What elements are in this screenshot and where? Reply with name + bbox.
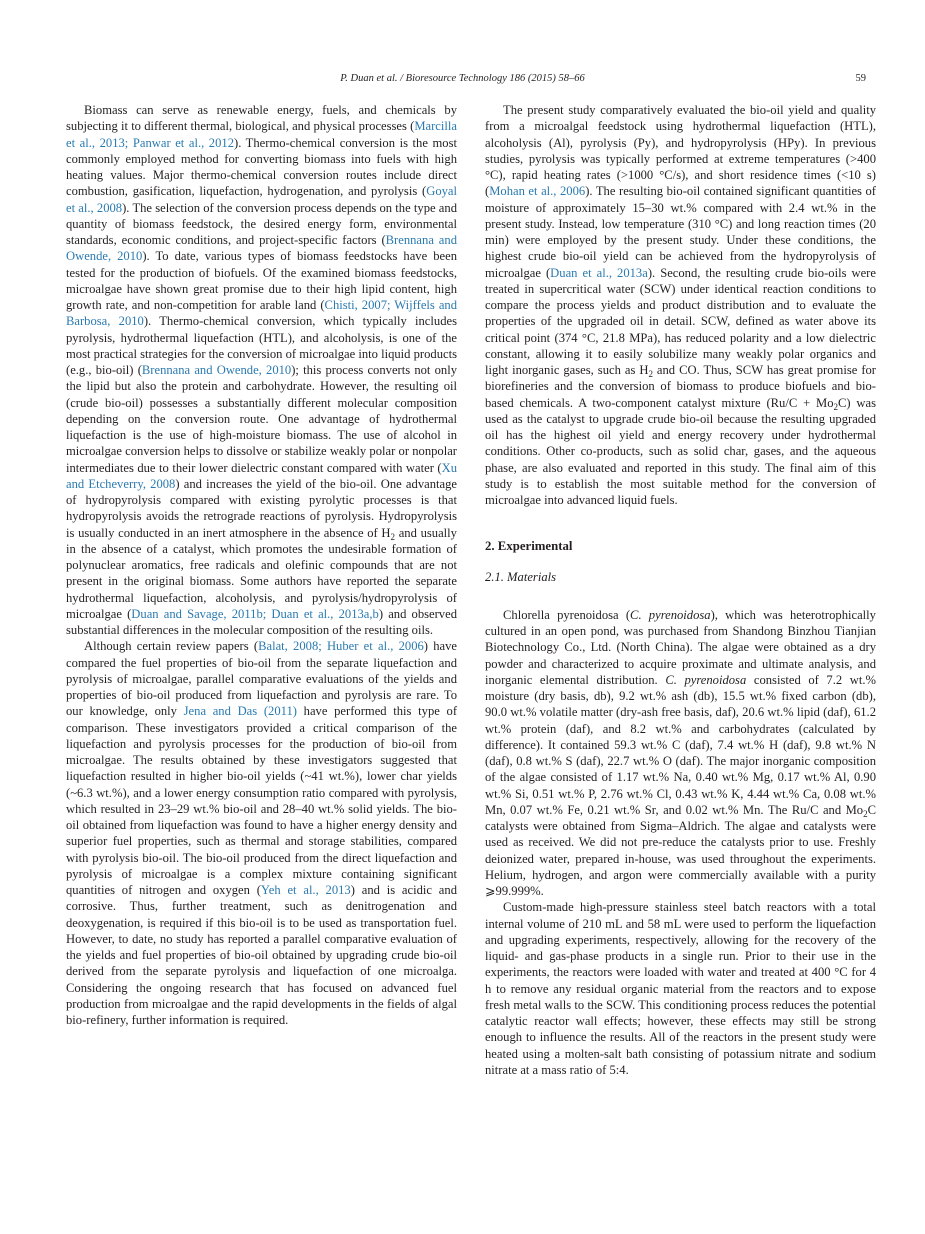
citation-link[interactable]: Brennana and Owende, 2010 — [141, 363, 292, 377]
species-name: C. pyrenoidosa — [630, 607, 711, 622]
citation-link[interactable]: Goyal et al., 2008 — [66, 184, 457, 215]
citation-link[interactable]: Chisti, 2007; Wijffels and Barbosa, 2010 — [66, 298, 457, 329]
page-number: 59 — [855, 73, 866, 84]
citation-link[interactable]: Duan and Savage, 2011b; Duan et al., 2013a,b — [131, 606, 379, 621]
right-column — [485, 102, 876, 1078]
citation-link[interactable]: Jena and Das (2011) — [183, 704, 297, 719]
subscript: 2 — [863, 808, 868, 819]
citation-link[interactable]: Mohan et al., 2006 — [489, 184, 586, 199]
citation-link[interactable]: Balat, 2008; Huber et al., 2006 — [258, 639, 424, 654]
citation-link[interactable]: Yeh et al., 2013 — [260, 883, 351, 897]
section-heading: 2. Experimental — [485, 539, 573, 554]
intro-paragraph-3: The present study comparatively evaluated the bio-oil yield and quality from a microalgal feedstock using hydrothermal liquefaction (HTL), alcoholysis (Al), pyrolysis (Py), and hydropyrolysis (HPy). In previous studies, pyrolysis was typically performed at extreme temperatures (>400 °C), rapid heating rates (>1000 °C/s), and short residence times (<10 s) (Mohan et al., 2006). The resulting bio-oil contained significant quantities of moisture of approximately 15–30 wt.% compared with 2.4 wt.% in the present study. Instead, low temperature (310 °C) and long reaction times (20 min) were employed by the present study. Under these conditions, the highest crude bio-oil yield can be achieved from the hydropyrolysis of microalgae (Duan et al., 2013a). Second, the resulting crude bio-oils were treated in supercritical water (SCW) under identical reaction conditions to compare the process yields and product distribution and to evaluate the properties of the upgraded oil in detail. SCW, defined as water above its critical point (374 °C, 21.8 MPa), has reduced polarity and a low dielectric constant, allowing it to easily solubilize many weakly polar organics and light inorganic gases, such as $H_2$ and CO. Thus, SCW has great promise for biorefineries and the conversion of biomass to produce biofuels and bio-based chemicals. A two-component catalyst mixture $(Ru/C + Mo_2C)$ was used as the catalyst to upgrade crude bio-oil because the resulting upgraded oil has the highest oil yield and energy recovery under hydrothermal conditions. Other co-products, such as solid char, gases, and the aqueous phase, are also evaluated and reported in this study. The final aim of this study is to establish the most suitable method for the conversion of microalgae into advanced liquid fuels. — [485, 103, 877, 507]
species-name: C. pyrenoidosa — [665, 672, 747, 687]
materials-paragraph-2: Custom-made high-pressure stainless steel batch reactors with a total internal volume of 210 mL and 58 mL were used to perform the liquefaction and upgrading experiments, respectively, allowing for the recovery of the liquid- and gas-phase products in a single run. Prior to their use in the experiments, the reactors were loaded with water and treated at 400 °C for 4 h to remove any residual organic material from the reactors and to expose fresh metal walls to the SCW. This conditioning process reduces the potential catalytic reactor wall effects; however, these effects may still be strong enough to influence the results. All of the reactors in the present study were heated using a molten-salt bath consisting of potassium nitrate and sodium nitrate at a mass ratio of 5:4. — [485, 900, 876, 1077]
citation-link[interactable]: Xu and Etcheverry, 2008 — [66, 460, 457, 491]
subscript: 2 — [390, 531, 396, 542]
materials-paragraph-1: Chlorella pyrenoidosa (C. pyrenoidosa), which was heterotrophically cultured in an open pond, was purchased from Shandong Binzhou Tianjian Biotechnology Co., Ltd. (North China). The algae were obtained as a dry powder and characterized to acquire proximate and ultimate analysis, and inorganic elemental distribution. C. pyrenoidosa consisted of 7.2 wt.% moisture (dry basis, db), 9.2 wt.% ash (db), 15.5 wt.% fixed carbon (db), 90.0 wt.% volatile matter (dry-ash free basis, daf), 20.6 wt.% lipid (daf), 61.2 wt.% protein (daf), and 8.2 wt.% and carbohydrates (calculated by difference). It contained 59.3 wt.% C (daf), 7.4 wt.% H (daf), 9.8 wt.% N (daf), 0.8 wt.% S (daf), 22.7 wt.% O (daf). The major inorganic composition of the algae consisted of 1.17 wt.% Na, 0.40 wt.% Mg, 0.17 wt.% Al, 0.90 wt.% Si, 0.51 wt.% P, 2.76 wt.% Cl, 0.43 wt.% K, 4.44 wt.% Ca, 0.08 wt.% Mn, 0.07 wt.% Fe, 0.21 wt.% Sr, and 0.02 wt.% Mn. The Ru/C and $Mo_2C$ catalysts were obtained from Sigma–Aldrich. The algae and catalysts were used as received. We did not pre-reduce the catalysts prior to use. Freshly deionized water, prepared in-house, was used throughout the experiments. Helium, hydrogen, and argon were commercially available with a purity ⩾99.999%. — [485, 607, 876, 898]
citation-link[interactable]: Duan et al., 2013a — [550, 265, 648, 280]
citation-link[interactable]: Marcilla et al., 2013; Panwar et al., 2012 — [66, 119, 457, 150]
running-title: P. Duan et al. / Bioresource Technology 186 (2015) 58–66 — [340, 73, 585, 84]
running-header — [0, 73, 925, 84]
intro-paragraph-1: Biomass can serve as renewable energy, fuels, and chemicals by subjecting it to different thermal, biological, and physical processes (Marcilla et al., 2013; Panwar et al., 2012). Thermo-chemical conversion is the most commonly employed method for converting biomass into fuels with high heating values. Major thermo-chemical conversion routes include direct combustion, gasification, liquefaction, hydrogenation, and pyrolysis (Goyal et al., 2008). The selection of the conversion process depends on the type and quantity of biomass feedstock, the desired energy form, environmental standards, economic conditions, and project-specific factors (Brennana and Owende, 2010). To date, various types of biomass feedstocks have been tested for the production of biofuels. Of the examined biomass feedstocks, microalgae have shown great promise due to their high lipid content, high growth rate, and non-competition for arable land (Chisti, 2007; Wijffels and Barbosa, 2010). Thermo-chemical conversion, which typically includes pyrolysis, hydrothermal liquefaction (HTL), and alcoholysis, is one of the most practical strategies for the conversion of microalgae into liquid products (e.g., bio-oil) (Brennana and Owende, 2010); this process converts not only the lipid but also the protein and carbohydrate. However, the resulting oil (crude bio-oil) possesses a substantially different molecular composition depending on the conversion route. One advantage of hydrothermal liquefaction is the use of high-moisture biomass. The use of alcohol in microalgae conversion helps to dissolve or stabilize weakly polar or nonpolar intermediates due to their lower dielectric constant compared with water (Xu and Etcheverry, 2008) and increases the yield of the bio-oil. One advantage of hydropyrolysis compared with existing pyrolytic processes is that hydropyrolysis avoids the retrograde reactions of pyrolysis. Hydropyrolysis is usually conducted in an inert atmosphere in the absence of $H_2$ and usually in the absence of a catalyst, which promotes the undesirable formation of polynuclear aromatics, free radicals and olefinic compounds that are not present in the original biomass. Some authors have reported the separate hydrothermal liquefaction, alcoholysis, and pyrolysis/hydropyrolysis of microalgae (Duan and Savage, 2011b; Duan et al., 2013a,b) and observed substantial differences in the molecular composition of the resulting oils. — [66, 103, 457, 637]
subscript: 2 — [648, 369, 653, 379]
subsection-heading: 2.1. Materials — [485, 569, 557, 584]
citation-link[interactable]: Brennana and Owende, 2010 — [66, 233, 457, 264]
left-column — [66, 102, 457, 1028]
subscript: 2 — [833, 401, 838, 412]
intro-paragraph-2: Although certain review papers (Balat, 2008; Huber et al., 2006) have compared the fuel properties of bio-oil from the separate liquefaction and pyrolysis of microalgae, parallel comparative evaluations of the yields and properties of bio-oil produced from liquefaction and pyrolysis are rare. To our knowledge, only Jena and Das (2011) have performed this type of comparison. These investigators provided a critical comparison of the liquefaction and pyrolysis processes for the production of bio-oil from microalgae. The results obtained by these investigators suggested that liquefaction resulted in higher bio-oil yields (~41 wt.%), lower char yields (~6.3 wt.%), and a lower energy consumption ratio compared with pyrolysis, which resulted in 23–29 wt.% bio-oil and 28–40 wt.% solid yields. The bio-oil obtained from liquefaction was found to have a higher energy density and superior fuel properties, such as thermal and storage stabilities, compared with pyrolysis bio-oil. The bio-oil produced from the direct liquefaction and pyrolysis of microalgae is a complex mixture containing significant quantities of nitrogen and oxygen (Yeh et al., 2013) and is acidic and corrosive. Thus, further treatment, such as denitrogenation and deoxygenation, is required if this bio-oil is to be used as transportation fuel. However, to date, no study has reported a parallel comparative evaluation of the yields and fuel properties of bio-oil obtained by upgrading crude bio-oil derived from the separate pyrolysis and liquefaction of one microalga. Considering the ongoing research that has focused on advanced fuel production from microalgae and the rapid developments in the fields of algal bio-refinery, further information is required. — [66, 639, 458, 1027]
